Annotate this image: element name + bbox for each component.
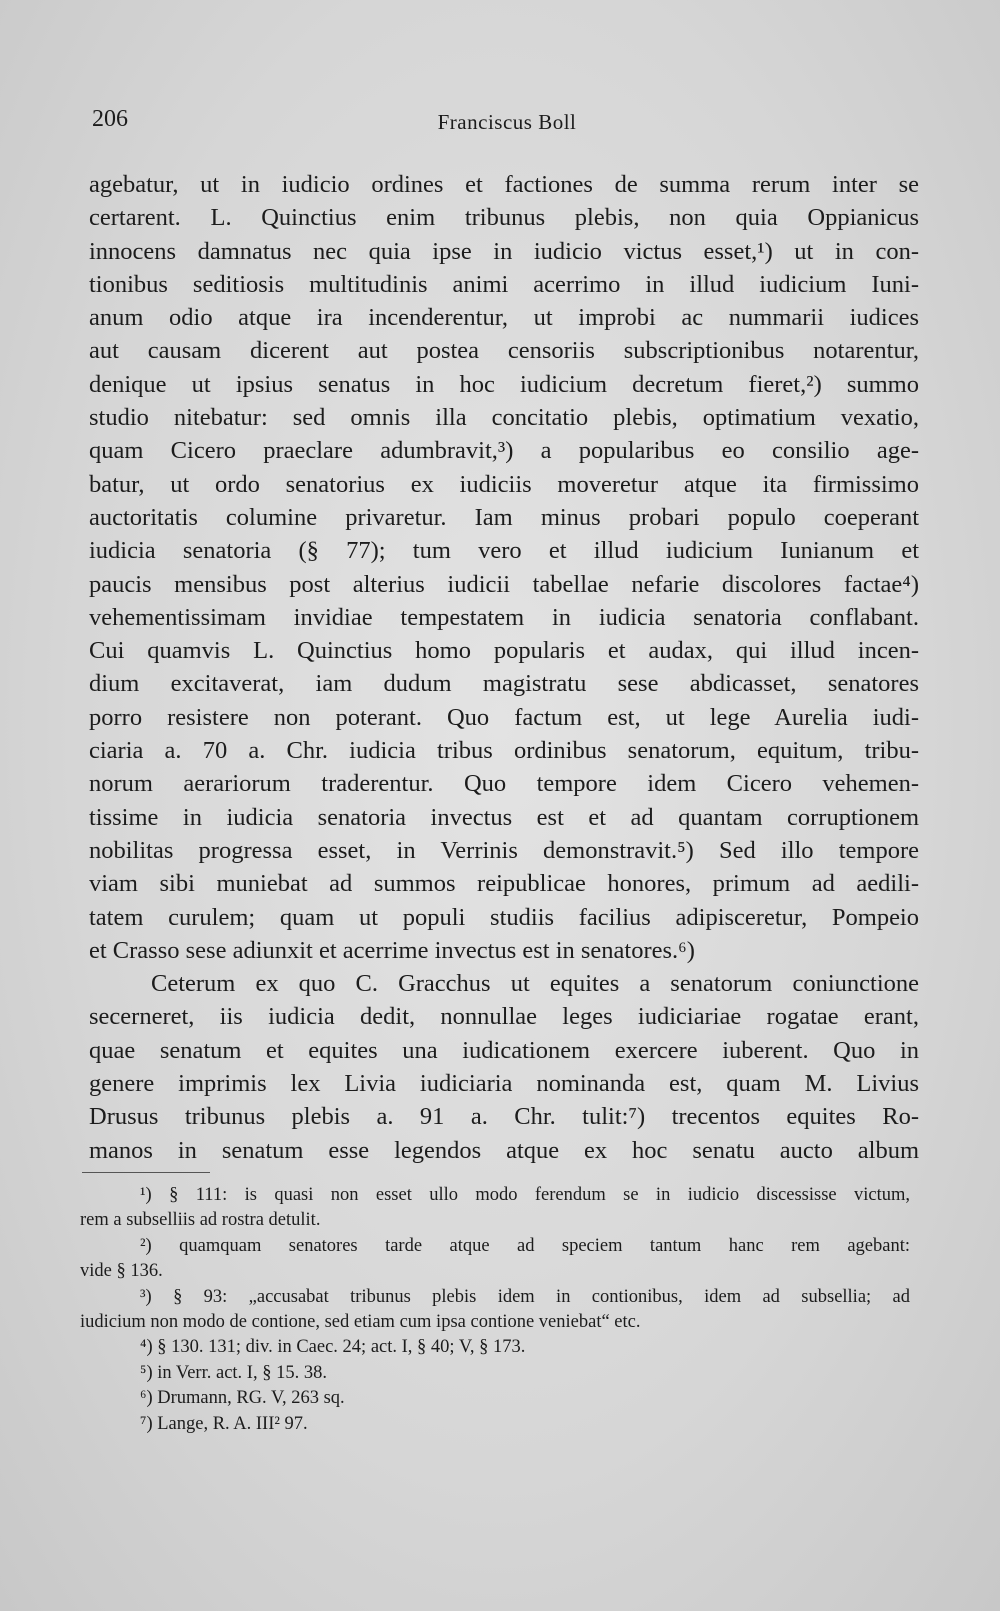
footnote-line: ⁷) Lange, R. A. III² 97. bbox=[140, 1413, 308, 1434]
main-text bbox=[89, 168, 919, 1167]
text-line: norum aerariorum traderentur. Quo tempore idem Cicero vehemen- bbox=[89, 770, 919, 798]
footnote-line: ⁵) in Verr. act. I, § 15. 38. bbox=[140, 1362, 327, 1383]
text-line: tionibus seditiosis multitudinis animi acerrimo in illud iudicium Iuni- bbox=[89, 270, 919, 298]
text-line: auctoritatis columine privaretur. Iam minus probari populo coeperant bbox=[89, 503, 919, 531]
text-line: genere imprimis lex Livia iudiciaria nominanda est, quam M. Livius bbox=[89, 1070, 919, 1098]
footnote-line: vide § 136. bbox=[80, 1261, 163, 1282]
text-line: quam Cicero praeclare adumbravit,³) a popularibus eo consilio age- bbox=[89, 437, 919, 465]
footnote-divider bbox=[82, 1172, 210, 1173]
text-line: aut causam dicerent aut postea censoriis subscriptionibus notarentur, bbox=[89, 337, 919, 365]
text-line: et Crasso sese adiunxit et acerrime invectus est in senatores.⁶) bbox=[89, 936, 695, 964]
text-line: ciaria a. 70 a. Chr. iudicia tribus ordinibus senatorum, equitum, tribu- bbox=[89, 737, 919, 765]
footnote-line: ⁴) § 130. 131; div. in Caec. 24; act. I, § 40; V, § 173. bbox=[140, 1337, 526, 1358]
text-line: iudicia senatoria (§ 77); tum vero et illud iudicium Iunianum et bbox=[89, 537, 919, 565]
footnote-line: iudicium non modo de contione, sed etiam cum ipsa contione veniebat“ etc. bbox=[80, 1311, 641, 1332]
footnote-line: ⁶) Drumann, RG. V, 263 sq. bbox=[140, 1388, 345, 1409]
text-line: agebatur, ut in iudicio ordines et factiones de summa rerum inter se bbox=[89, 171, 919, 198]
text-line: quae senatum et equites una iudicationem exercere iuberent. Quo in bbox=[89, 1036, 919, 1064]
text-line: anum odio atque ira incenderentur, ut improbi ac nummarii iudices bbox=[89, 304, 919, 332]
text-line: porro resistere non poterant. Quo factum est, ut lege Aurelia iudi- bbox=[89, 703, 919, 731]
footnote-line: ²) quamquam senatores tarde atque ad speciem tantum hanc rem agebant: bbox=[140, 1235, 910, 1256]
text-line: tissime in iudicia senatoria invectus est et ad quantam corruptionem bbox=[89, 803, 919, 831]
footnote-line: ¹) § 111: is quasi non esset ullo modo ferendum se in iudicio discessisse victum, bbox=[140, 1185, 910, 1205]
text-line: paucis mensibus post alterius iudicii tabellae nefarie discolores factae⁴) bbox=[89, 570, 919, 598]
text-line: manos in senatum esse legendos atque ex hoc senatu aucto album bbox=[89, 1136, 919, 1164]
text-line: Ceterum ex quo C. Gracchus ut equites a senatorum coniunctione bbox=[151, 970, 919, 998]
text-line: innocens damnatus nec quia ipse in iudicio victus esset,¹) ut in con- bbox=[89, 237, 919, 265]
text-line: viam sibi muniebat ad summos reipublicae honores, primum ad aedili- bbox=[89, 870, 919, 898]
text-line: secerneret, iis iudicia dedit, nonnullae leges iudiciariae rogatae erant, bbox=[89, 1003, 919, 1031]
text-line: vehementissimam invidiae tempestatem in iudicia senatoria conflabant. bbox=[89, 603, 919, 631]
footnote-line: ³) § 93: „accusabat tribunus plebis idem in contionibus, idem ad subsellia; ad bbox=[140, 1286, 910, 1307]
text-line: Cui quamvis L. Quinctius homo popularis et audax, qui illud incen- bbox=[89, 637, 919, 665]
text-line: nobilitas progressa esset, in Verrinis demonstravit.⁵) Sed illo tempore bbox=[89, 836, 919, 864]
page-number: 206 bbox=[92, 106, 128, 132]
text-line: certarent. L. Quinctius enim tribunus plebis, non quia Oppianicus bbox=[89, 204, 919, 232]
text-line: denique ut ipsius senatus in hoc iudicium decretum fieret,²) summo bbox=[89, 370, 919, 398]
page-header bbox=[92, 100, 922, 140]
text-line: dium excitaverat, iam dudum magistratu sese abdicasset, senatores bbox=[89, 670, 919, 698]
running-title: Franciscus Boll bbox=[437, 110, 577, 134]
footnote-line: rem a subselliis ad rostra detulit. bbox=[80, 1210, 321, 1231]
text-line: studio nitebatur: sed omnis illa concitatio plebis, optimatium vexatio, bbox=[89, 404, 919, 432]
text-line: Drusus tribunus plebis a. 91 a. Chr. tulit:⁷) trecentos equites Ro- bbox=[89, 1103, 919, 1131]
text-line: tatem curulem; quam ut populi studiis facilius adipisceretur, Pompeio bbox=[89, 903, 919, 931]
text-line: batur, ut ordo senatorius ex iudiciis moveretur atque ita firmissimo bbox=[89, 470, 919, 498]
footnotes bbox=[80, 1183, 910, 1437]
